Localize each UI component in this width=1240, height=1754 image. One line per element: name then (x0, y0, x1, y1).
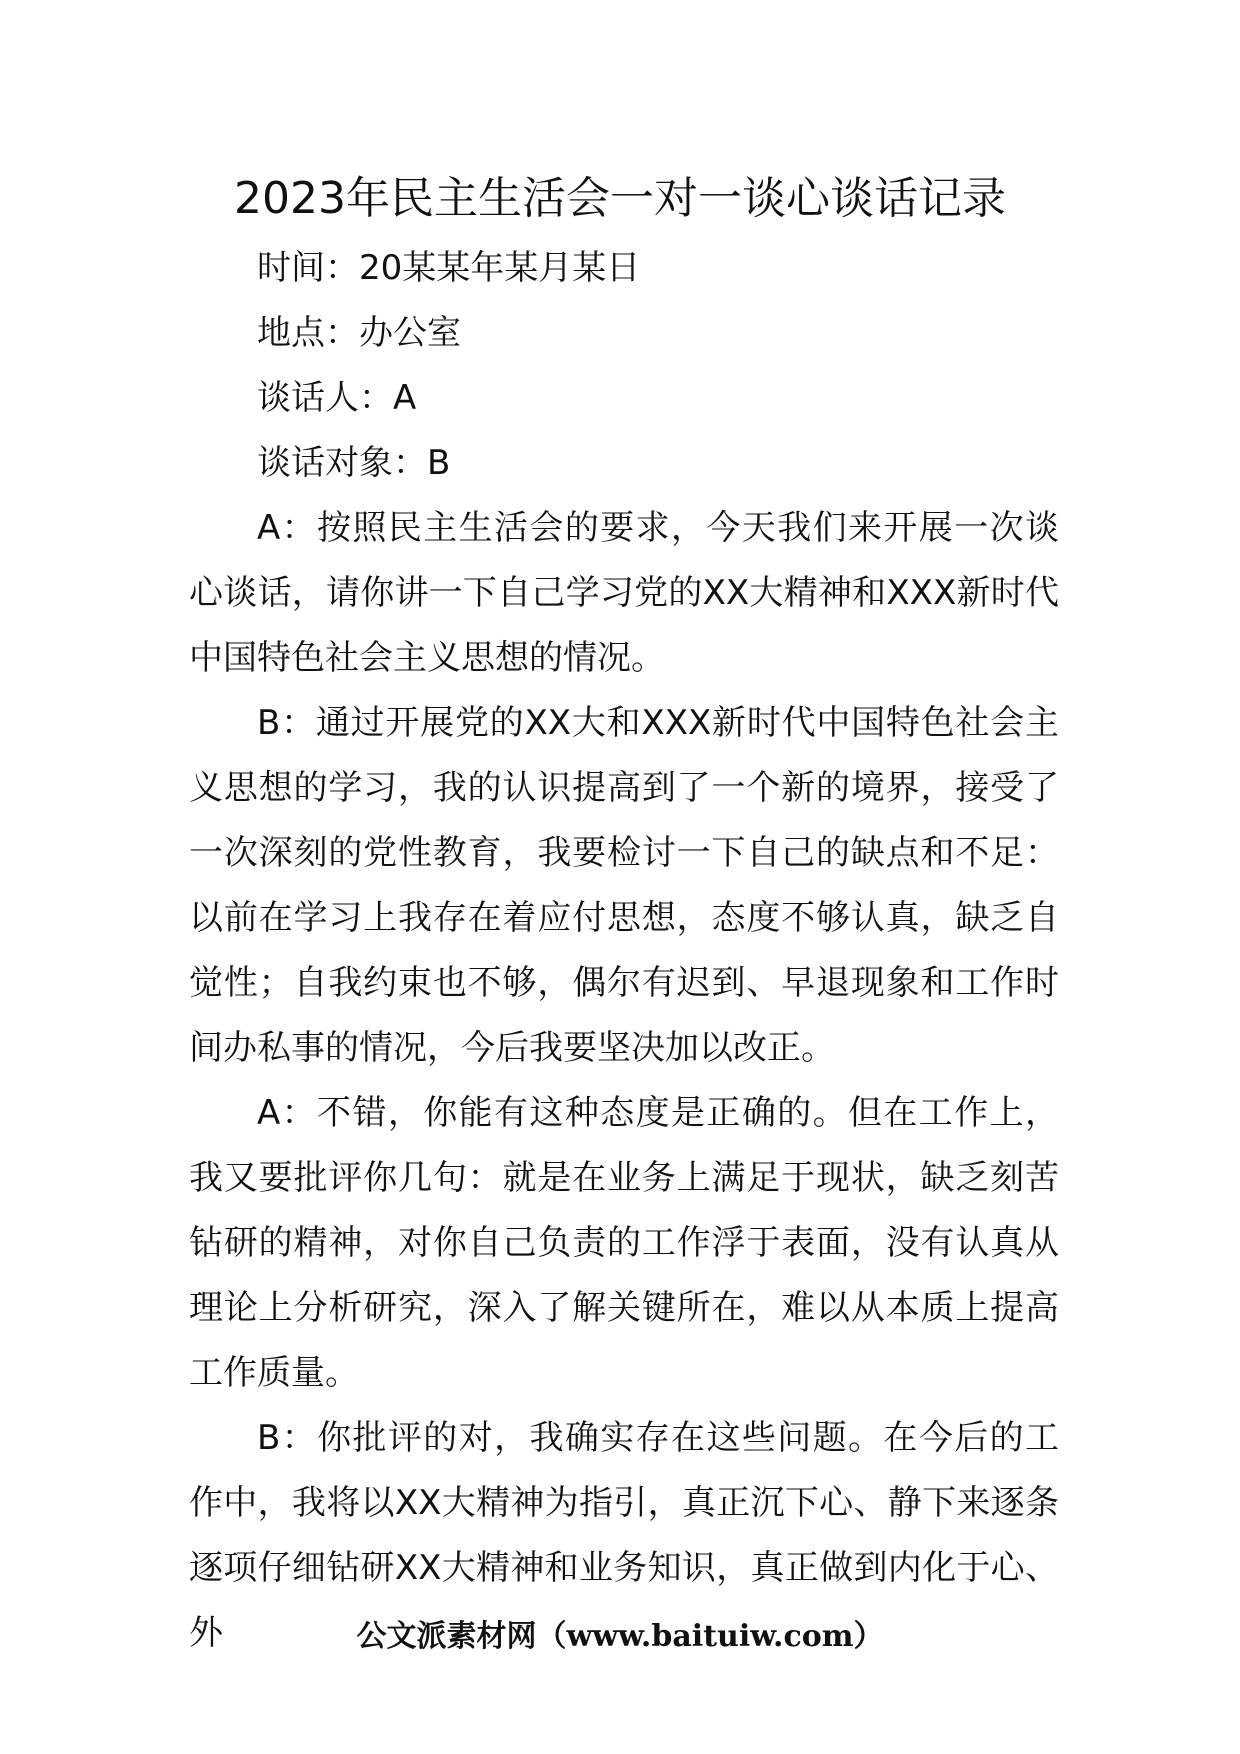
document-body (189, 236, 1059, 1666)
footer-watermark: 公文派素材网（www.baituiw.com） (356, 1619, 884, 1654)
dialogue-paragraph: B：你批评的对，我确实存在这些问题。在今后的工作中，我将以XX大精神为指引，真正沉下心、静下来逐条逐项仔细钻研XX大精神和业务知识，真正做到内化于心、外 (189, 1418, 1059, 1653)
meta-speaker: 谈话人：A (257, 378, 417, 418)
meta-time: 时间：20某某年某月某日 (257, 248, 641, 288)
document-title: 2023年民主生活会一对一谈心谈话记录 (234, 173, 1006, 224)
dialogue-paragraph: A：按照民主生活会的要求，今天我们来开展一次谈心谈话，请你讲一下自己学习党的XX大精神和XXX新时代中国特色社会主义思想的情况。 (189, 508, 1059, 678)
dialogue-paragraph: B：通过开展党的XX大和XXX新时代中国特色社会主义思想的学习，我的认识提高到了一个新的境界，接受了一次深刻的党性教育，我要检讨一下自己的缺点和不足：以前在学习上我存在着应付思想，态度不够认真，缺乏自觉性；自我约束也不够，偶尔有迟到、早退现象和工作时间办私事的情况，今后我要坚决加以改正。 (189, 703, 1059, 1068)
meta-target: 谈话对象：B (257, 443, 451, 483)
dialogue-paragraph: A：不错，你能有这种态度是正确的。但在工作上，我又要批评你几句：就是在业务上满足于现状，缺乏刻苦钻研的精神，对你自己负责的工作浮于表面，没有认真从理论上分析研究，深入了解关键所在，难以从本质上提高工作质量。 (189, 1093, 1059, 1393)
meta-place: 地点：办公室 (257, 313, 461, 353)
